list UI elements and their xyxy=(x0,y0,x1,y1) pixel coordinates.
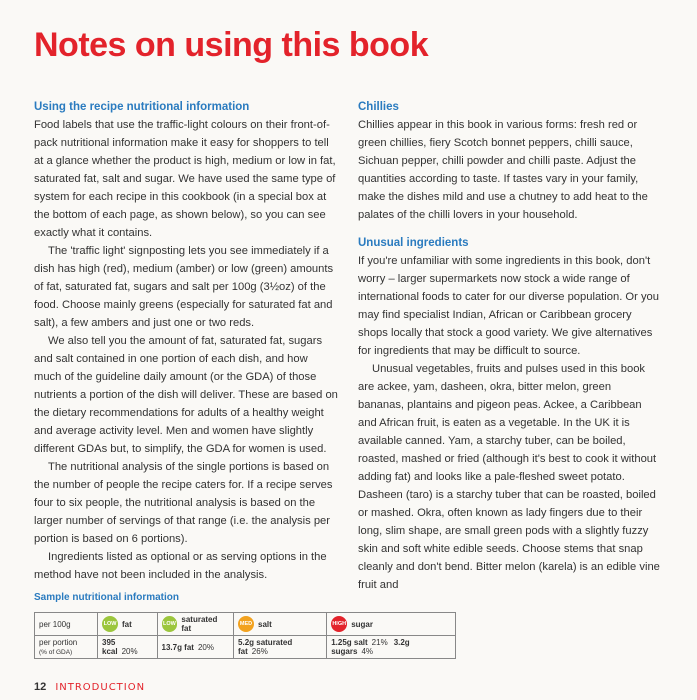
portion-value: 5.2g saturated fat xyxy=(238,638,293,656)
nutrient-cell-sugar xyxy=(327,613,456,636)
paragraph: Ingredients listed as optional or as serving options in the method have not been included in the analysis. xyxy=(34,551,327,581)
portion-cell xyxy=(157,636,234,659)
paragraph: Unusual vegetables, fruits and pulses used in this book are ackee, yam, dasheen, okra, bitter melon, green bananas, plantains and pigeon peas. Ackee, a Caribbean and African fruit, is eaten as a vegetable. In the UK it is available canned. Yam, a starchy tuber, can be boiled, roasted, mashed or fried (although it's best to cook it without adding fat) and looks like a pale-fleshed sweet potato. Dasheen (taro) is a starchy tuber that can be roasted, boiled or mashed. Okra, often known as lady fingers due to their long, slim shape, are small green pods with a slightly fuzzy skin and soft white edible seeds. Choose stems that snap cleanly and don't bend. Bitter melon (karela) is an edible vine fruit and xyxy=(358,363,660,591)
traffic-light-low-icon: LOW xyxy=(102,616,118,632)
nutrient-name: salt xyxy=(258,619,272,629)
nutrient-name: fat xyxy=(122,619,132,629)
nutrient-cell-fat xyxy=(98,613,158,636)
traffic-light-high-icon: HIGH xyxy=(331,616,347,632)
portion-value: 3.2g sugars xyxy=(331,638,410,656)
page-footer xyxy=(34,681,145,693)
portion-pct: 4% xyxy=(361,647,373,656)
row-label: per 100g xyxy=(35,613,98,636)
portion-pct: 26% xyxy=(251,647,268,656)
paragraph: We also tell you the amount of fat, saturated fat, sugars and salt contained in one portion of each dish, and how much of the guideline daily amount (or the GDA) of those nutrients a portion of the dish will deliver. These are based on the dietary recommendations for adults of a healthy weight and average activity level. Men and women have slightly different GDAs but, to simplify, the GDA for women is used. xyxy=(34,335,338,455)
row-label-main: per portion xyxy=(39,638,78,647)
portion-pct: 21% xyxy=(371,638,388,647)
page-number: 12 xyxy=(34,681,47,693)
nutrient-cell-salt xyxy=(234,613,327,636)
portion-value: 395 kcal xyxy=(102,638,118,656)
portion-cell xyxy=(234,636,327,659)
portion-pct: 20% xyxy=(197,642,214,652)
paragraph: Chillies appear in this book in various forms: fresh red or green chillies, fiery Scotch bonnet peppers, chilli sauce, Sichuan pepper, chilli powder and chilli paste. Adjust the quantities according to taste. If tastes vary in your family, make the dishes mild and use a chutney to add heat to the palates of the chilli lovers in your household. xyxy=(358,119,648,221)
traffic-light-low-icon: LOW xyxy=(162,616,178,632)
paragraph: Food labels that use the traffic-light colours on their front-of-pack nutritional information make it easy for shoppers to tell at a glance whether the product is high, medium or low in fat, saturated fat, salt and sugar. We have used the same type of system for each recipe in this cookbook (in a special box at the bottom of each page, as shown below), so you can see exactly what it contains. xyxy=(34,119,336,239)
traffic-light-medium-icon: MED xyxy=(238,616,254,632)
nutrient-cell-saturated-fat xyxy=(157,613,234,636)
portion-value: 1.25g salt xyxy=(331,638,368,647)
table-row xyxy=(35,613,456,636)
portion-pct: 20% xyxy=(121,647,138,656)
page-title: Notes on using this book xyxy=(34,26,429,64)
section-heading-chillies: Chillies xyxy=(358,101,399,113)
portion-value: 13.7g fat xyxy=(161,642,194,652)
table-row xyxy=(35,636,456,659)
right-column xyxy=(358,98,660,594)
nutrient-name: sugar xyxy=(351,619,373,629)
section-heading-nutrition: Using the recipe nutritional information xyxy=(34,101,250,113)
row-label-sub: (% of GDA) xyxy=(39,649,73,656)
left-column xyxy=(34,98,338,584)
paragraph: If you're unfamiliar with some ingredients in this book, don't worry – larger supermarkets now stock a wide range of international foods to cater for our diverse population. Or you may find specialist Indian, African or Caribbean grocery shops locally that stock a good variety. We give alternatives for ingredients that may be difficult to source. xyxy=(358,255,659,357)
section-heading-unusual-ingredients: Unusual ingredients xyxy=(358,237,469,249)
section-name: INTRODUCTION xyxy=(55,682,146,693)
sample-nutrition-heading: Sample nutritional information xyxy=(34,592,180,603)
portion-cell xyxy=(327,636,456,659)
paragraph: The 'traffic light' signposting lets you see immediately if a dish has high (red), medium (amber) or low (green) amounts of fat, saturated fat, sugars and salt per 100g (3½oz) of the food. Choose mainly greens (especially for saturated fat and salt), a few ambers and just one or two reds. xyxy=(34,245,334,329)
nutrient-name: saturated fat xyxy=(181,615,218,633)
row-label xyxy=(35,636,98,659)
nutrition-table xyxy=(34,612,456,659)
paragraph: The nutritional analysis of the single portions is based on the number of people the recipe caters for. If a recipe serves four to six people, the nutritional analysis is based on the larger number of servings of that range (i.e. the analysis per portion is based on 6 portions). xyxy=(34,461,333,545)
portion-cell xyxy=(98,636,158,659)
